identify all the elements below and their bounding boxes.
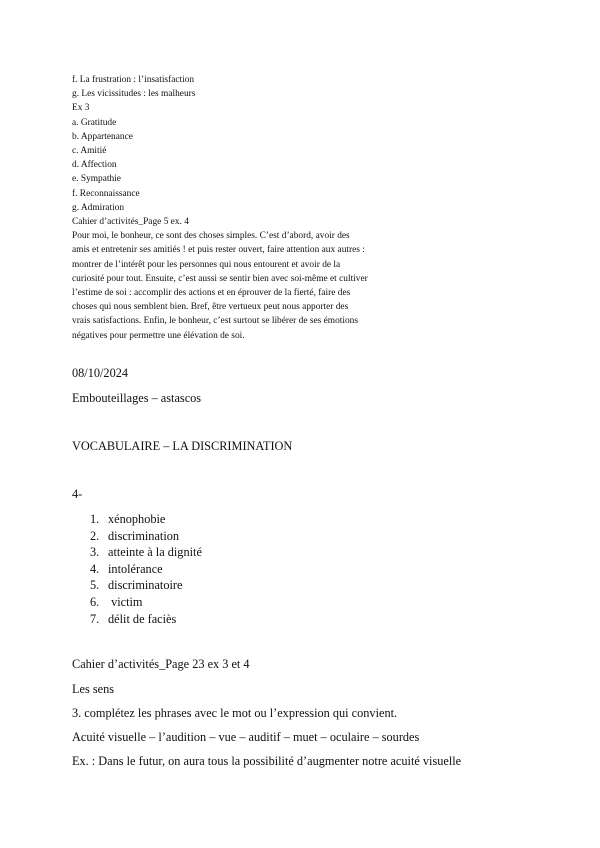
list-number: 6.: [90, 594, 100, 609]
list-text: délit de faciès: [108, 611, 177, 626]
list-item: [90, 511, 202, 528]
list-item: [90, 611, 202, 628]
notes-line: g. Admiration: [72, 202, 125, 213]
notes-line: c. Amitié: [72, 146, 107, 157]
date-heading: 08/10/2024: [72, 366, 129, 380]
paragraph-line: curiosité pour tout. Ensuite, c’est aussi se sentir bien avec soi-même et cultiver: [72, 273, 368, 284]
notes-line: a. Gratitude: [72, 117, 117, 128]
vocab-title: VOCABULAIRE – LA DISCRIMINATION: [72, 439, 293, 453]
list-text: victim: [108, 594, 143, 609]
notes-line: f. La frustration : l’insatisfaction: [72, 75, 195, 85]
notes-line: e. Sympathie: [72, 174, 121, 185]
list-text: discriminatoire: [108, 578, 183, 593]
paragraph-line: négatives pour permettre une élévation de soi.: [72, 330, 245, 341]
list-item: [90, 561, 202, 578]
paragraph-line: Pour moi, le bonheur, ce sont des choses simples. C’est d’abord, avoir des: [72, 231, 350, 242]
list-text: intolérance: [108, 561, 163, 576]
list-item: [90, 544, 202, 561]
paragraph-line: l’estime de soi : accomplir des actions et en éprouver de la fierté, faire des: [72, 288, 351, 299]
list-number: 7.: [90, 611, 100, 626]
list-number: 1.: [90, 512, 100, 526]
notes-line: g. Les vicissitudes : les malheurs: [72, 89, 196, 100]
list-text: xénophobie: [108, 512, 166, 526]
paragraph-line: vrais satisfactions. Enfin, le bonheur, c’est surtout se libérer de ses émotions: [72, 316, 359, 327]
list-number: 5.: [90, 578, 100, 593]
cahier-reference: Cahier d’activités_Page 23 ex 3 et 4: [72, 657, 250, 671]
list-text: atteinte à la dignité: [108, 545, 202, 560]
instruction-line: 3. complétez les phrases avec le mot ou l’expression qui convient.: [72, 706, 398, 720]
exercise-number: 4-: [72, 487, 83, 501]
paragraph-line: montrer de l’intérêt pour les personnes qui nous entourent et avoir de la: [72, 259, 341, 270]
notes-line: Ex 3: [72, 103, 90, 114]
list-number: 3.: [90, 545, 100, 560]
notes-line: b. Appartenance: [72, 131, 133, 142]
list-item: [90, 594, 202, 611]
list-number: 4.: [90, 561, 100, 576]
list-item: [90, 577, 202, 594]
notes-line: f. Reconnaissance: [72, 188, 140, 199]
list-text: discrimination: [108, 528, 180, 543]
embouteillages-line: Embouteillages – astascos: [72, 391, 202, 405]
paragraph-line: amis et entretenir ses amitiés ! et puis rester ouvert, faire attention aux autres :: [72, 245, 365, 256]
list-number: 2.: [90, 528, 100, 543]
word-bank: Acuité visuelle – l’audition – vue – auditif – muet – oculaire – sourdes: [72, 730, 420, 744]
list-item: [90, 528, 202, 545]
example-sentence: Ex. : Dans le futur, on aura tous la possibilité d’augmenter notre acuité visuelle: [72, 754, 462, 768]
notes-line: Cahier d’activités_Page 5 ex. 4: [72, 217, 189, 228]
vocab-list: [90, 511, 202, 627]
les-sens-heading: Les sens: [72, 682, 115, 696]
notes-block: [72, 73, 492, 343]
paragraph-line: choses qui nous semblent bien. Bref, être vertueux peut nous apporter des: [72, 302, 349, 313]
notes-line: d. Affection: [72, 160, 117, 171]
